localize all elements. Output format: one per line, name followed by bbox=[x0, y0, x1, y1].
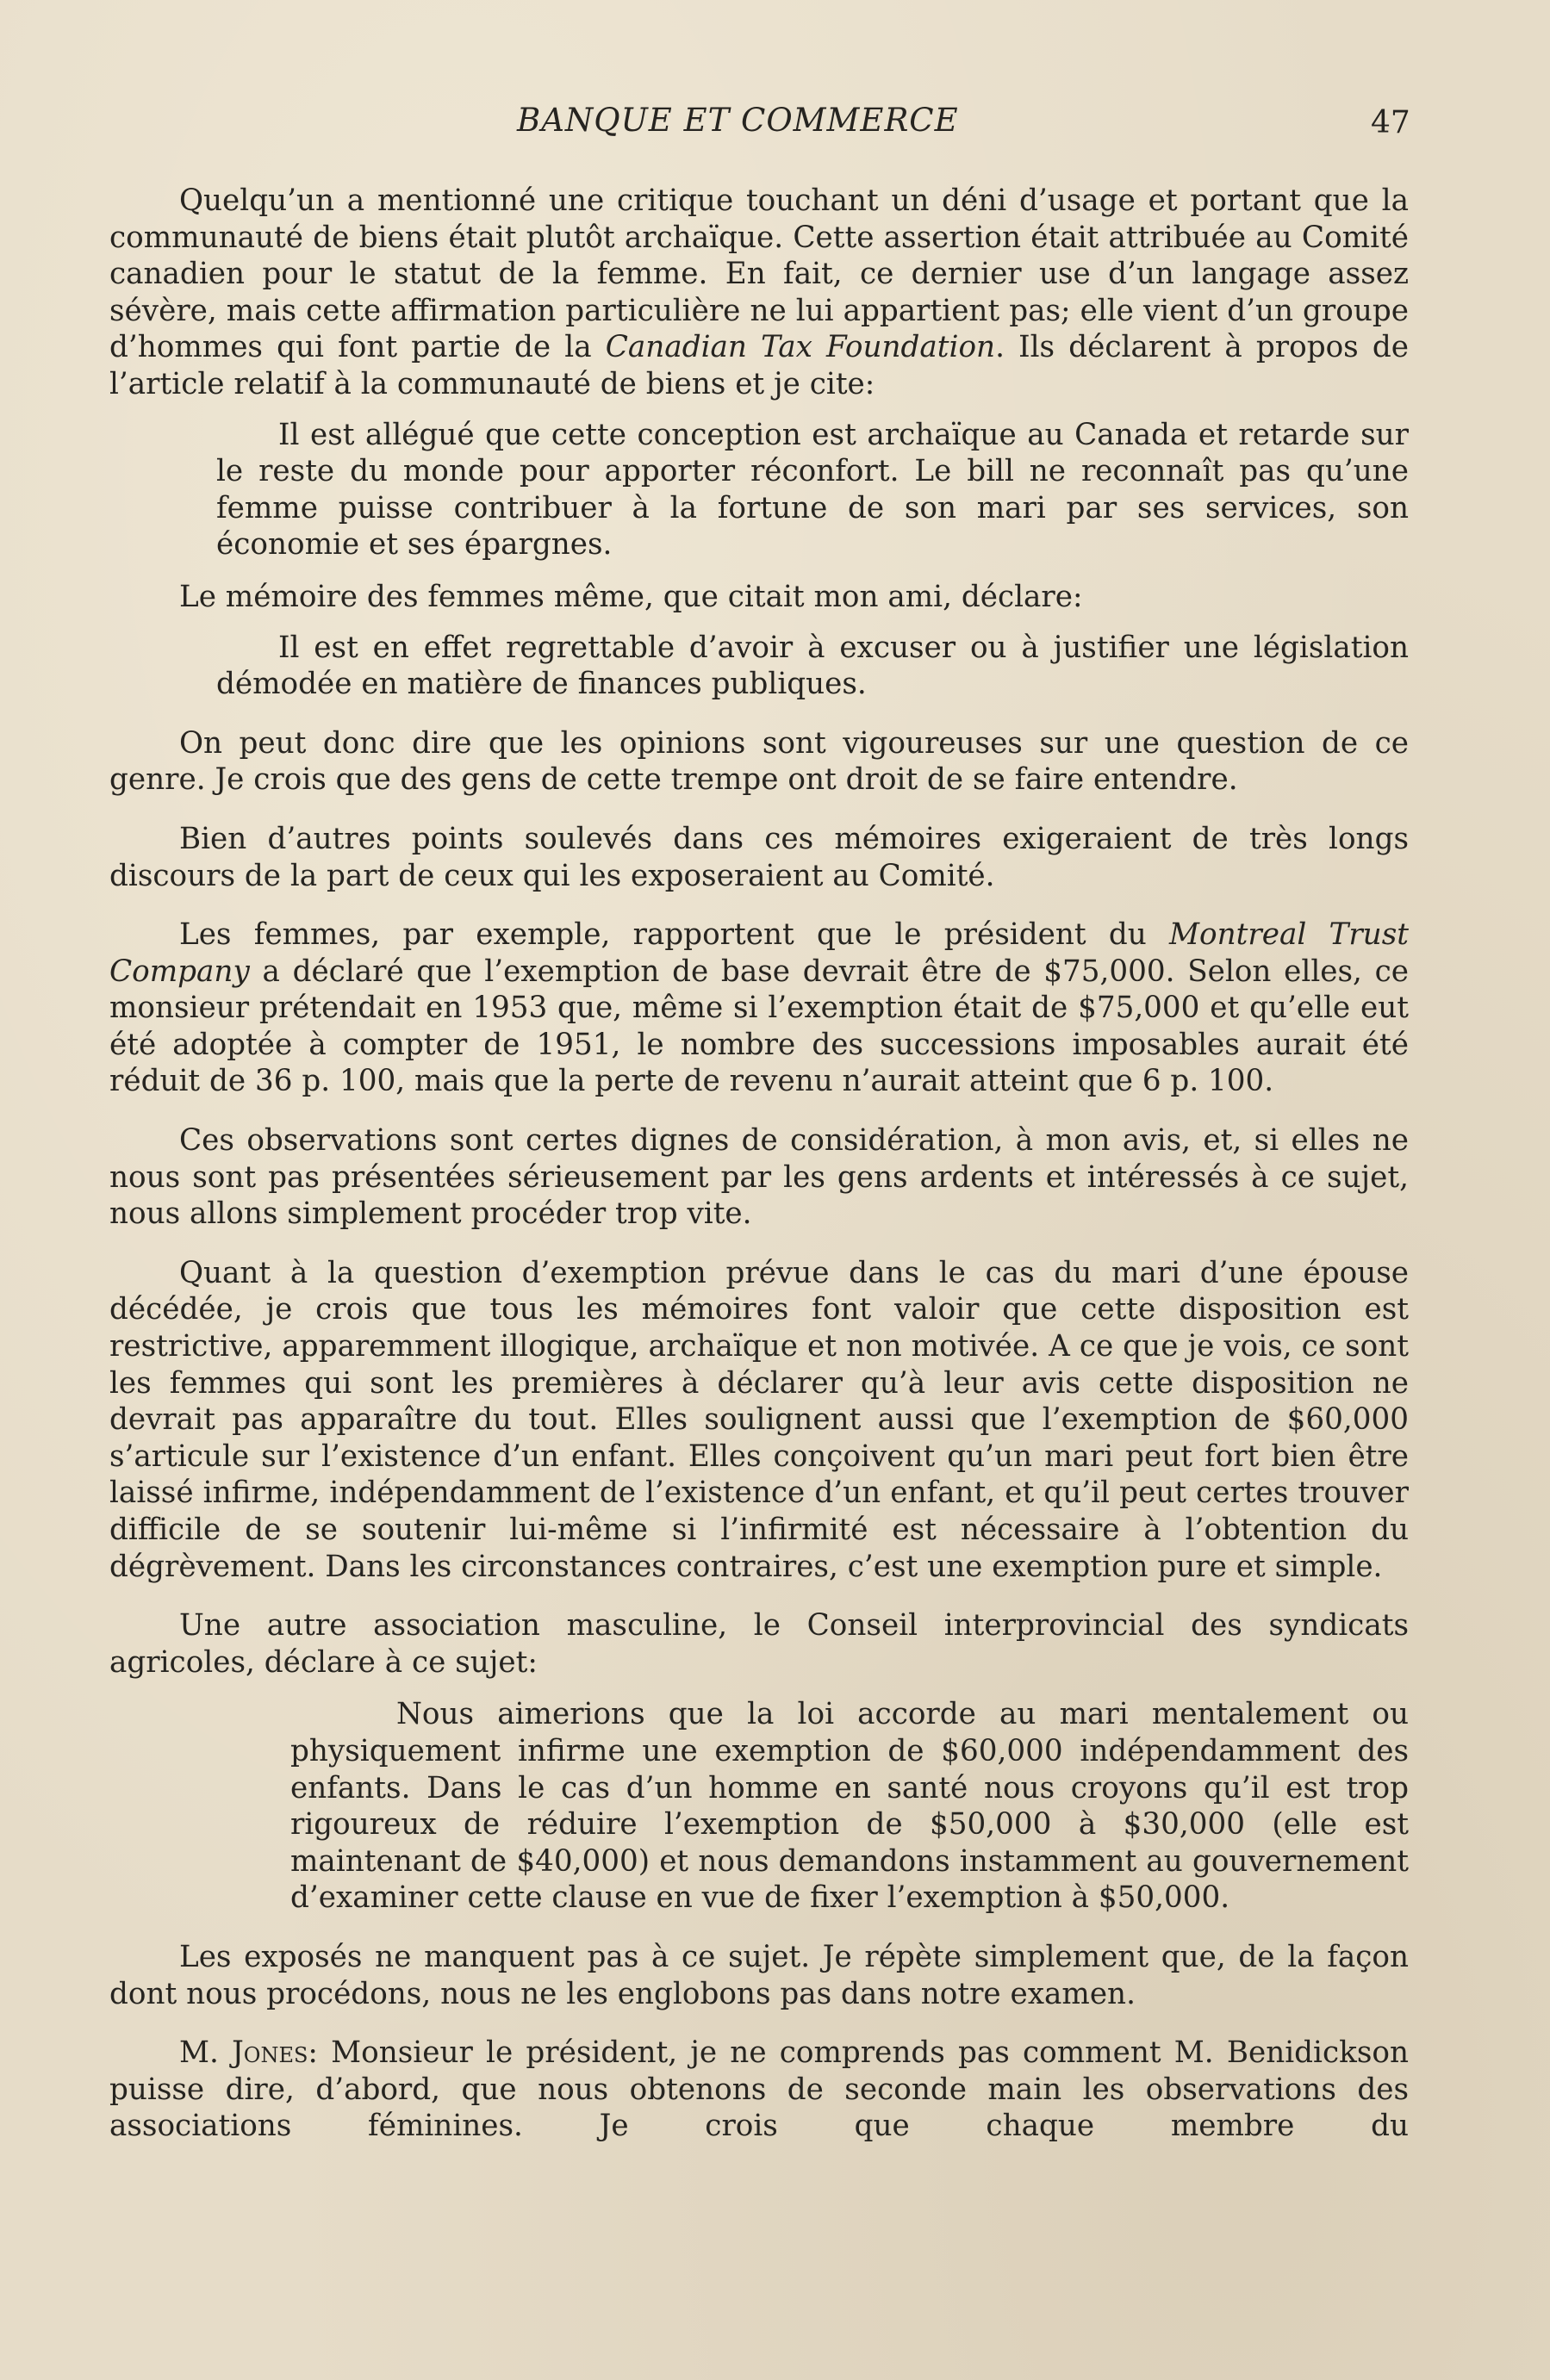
text-segment: a déclaré que l’exemption de base devrait être de $75,000. Selon elles, ce monsieur prétendait en 1953 que, même si l’exemption était de $75,000 et qu’elle eut été adoptée à compter de 1951, le nombre des successions imposables aurait été réduit de 36 p. 100, mais que la perte de revenu n’aurait atteint que 6 p. 100. bbox=[109, 954, 1409, 1099]
paragraph-2 bbox=[109, 579, 1409, 616]
text-segment: Les exposés ne manquent pas à ce sujet. Je répète simplement que, de la façon dont nous procédons, nous ne les englobons pas dans notre examen. bbox=[109, 1939, 1409, 2011]
text-segment: Quelqu’un a mentionné une critique touchant un déni d’usage et portant que la communauté de biens était plutôt archaïque. Cette assertion était attribuée au Comité canadien pour le statut de la femme. En fait, ce dernier use d’un langage assez sévère, mais cette affirmation particulière ne lui appartient pas; elle vient d’un groupe d’hommes qui font partie de la bbox=[109, 183, 1409, 365]
running-head bbox=[0, 102, 1550, 153]
paragraph-7 bbox=[109, 1255, 1409, 1585]
paragraph-9 bbox=[109, 1939, 1409, 2012]
paragraph-1 bbox=[109, 183, 1409, 403]
quotation-2 bbox=[216, 630, 1409, 703]
quotation-1 bbox=[216, 417, 1409, 563]
text-segment: Canadian Tax Foundation bbox=[605, 330, 996, 365]
text-segment: Il est en effet regrettable d’avoir à excuser ou à justifier une législation démodée en matière de finances publiques. bbox=[216, 630, 1409, 702]
text-segment: : Monsieur le président, je ne comprends pas comment M. Benidickson puisse dire, d’abord, que nous obtenons de seconde main les observations des associations féminines. Je crois que chaque membre du bbox=[109, 2035, 1409, 2144]
text-segment: Jones bbox=[232, 2035, 308, 2071]
text-segment: Les femmes, par exemple, rapportent que le président du bbox=[179, 917, 1170, 953]
running-title: BANQUE ET COMMERCE bbox=[517, 102, 959, 139]
paragraph-3 bbox=[109, 725, 1409, 799]
text-segment: Montreal Trust Company bbox=[109, 917, 1409, 989]
text-segment: Il est allégué que cette conception est archaïque au Canada et retarde sur le reste du monde pour apporter réconfort. Le bill ne reconnaît pas qu’une femme puisse contribuer à la fortune de son mari par ses services, son économie et ses épargnes. bbox=[216, 417, 1409, 562]
paragraph-5 bbox=[109, 917, 1409, 1100]
text-segment: Nous aimerions que la loi accorde au mari mentalement ou physiquement infirme une exemption de $60,000 indépendamment des enfants. Dans le cas d’un homme en santé nous croyons qu’il est trop rigoureux de réduire l’exemption de $50,000 à $30,000 (elle est maintenant de $40,000) et nous demandons instamment au gouvernement d’examiner cette clause en vue de fixer l’exemption à $50,000. bbox=[290, 1697, 1409, 1916]
paragraph-10 bbox=[109, 2035, 1409, 2145]
text-segment: Quant à la question d’exemption prévue dans le cas du mari d’une épouse décédée, je crois que tous les mémoires font valoir que cette disposition est restrictive, apparemment illogique, archaïque et non motivée. A ce que je vois, ce sont les femmes qui sont les premières à déclarer qu’à leur avis cette disposition ne devrait pas apparaître du tout. Elles soulignent aussi que l’exemption de $60,000 s’articule sur l’existence d’un enfant. Elles conçoivent qu’un mari peut fort bien être laissé infirme, indépendamment de l’existence d’un enfant, et qu’il peut certes trouver difficile de se soutenir lui-même si l’infirmité est nécessaire à l’obtention du dégrèvement. Dans les circonstances contraires, c’est une exemption pure et simple. bbox=[109, 1255, 1409, 1584]
text-segment: Bien d’autres points soulevés dans ces mémoires exigeraient de très longs discours de la part de ceux qui les exposeraient au Comité. bbox=[109, 821, 1409, 893]
paragraph-6 bbox=[109, 1122, 1409, 1233]
paragraph-4 bbox=[109, 821, 1409, 894]
text-segment: Une autre association masculine, le Conseil interprovincial des syndicats agricoles, déclare à ce sujet: bbox=[109, 1608, 1409, 1680]
text-segment: M. bbox=[179, 2035, 233, 2071]
text-segment: Le mémoire des femmes même, que citait mon ami, déclare: bbox=[179, 579, 1083, 614]
text-segment: Ces observations sont certes dignes de considération, à mon avis, et, si elles ne nous sont pas présentées sérieusement par les gens ardents et intéressés à ce sujet, nous allons simplement procéder trop vite. bbox=[109, 1123, 1409, 1232]
text-segment: On peut donc dire que les opinions sont vigoureuses sur une question de ce genre. Je crois que des gens de cette trempe ont droit de se faire entendre. bbox=[109, 725, 1409, 798]
page-number: 47 bbox=[1371, 105, 1410, 140]
quotation-3 bbox=[290, 1696, 1409, 1917]
paragraph-8 bbox=[109, 1607, 1409, 1681]
text-segment: . Ils déclarent à propos de l’article relatif à la communauté de biens et je cite: bbox=[109, 330, 1409, 401]
body-text bbox=[109, 183, 1409, 2145]
